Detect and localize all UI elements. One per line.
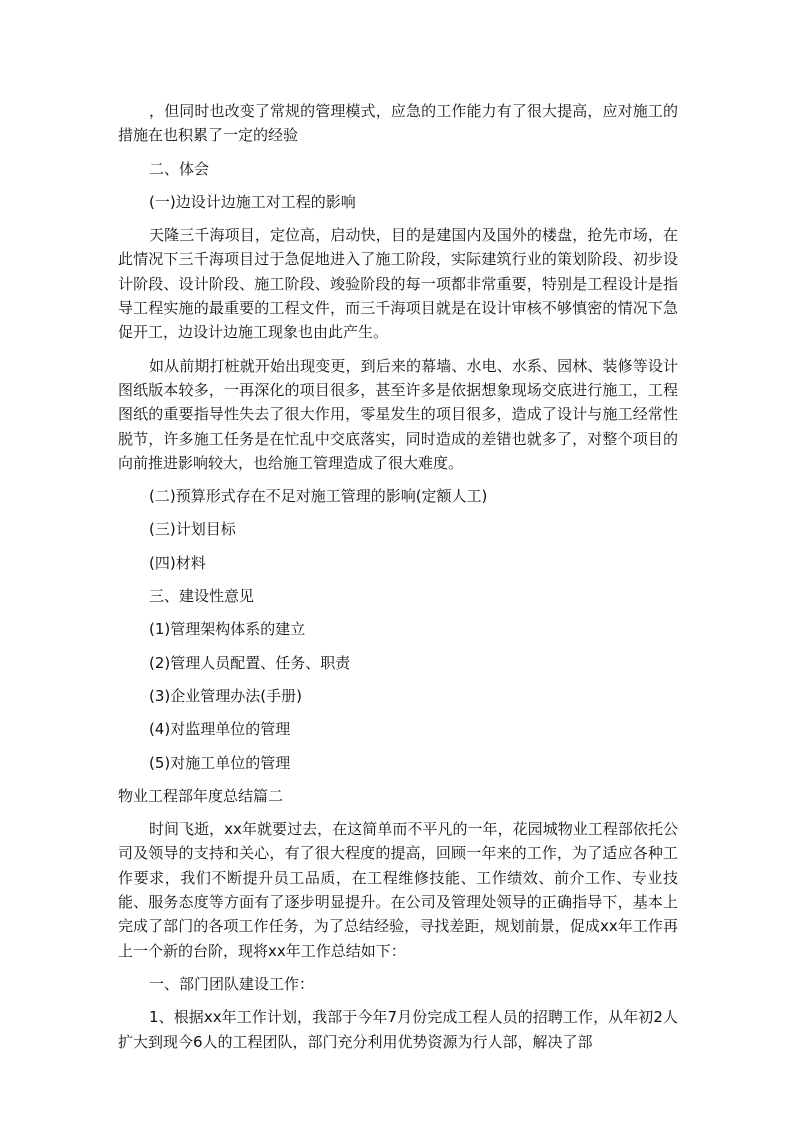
section-heading-two: 二、体会: [149, 159, 210, 178]
section-heading-three: 三、建设性意见: [149, 587, 255, 606]
paragraph-tianlong: 天隆三千海项目，定位高，启动快，目的是建国内及国外的楼盘，抢先市场，在此情况下三千海项目过于急促地进入了施工阶段，实际建筑行业的策划阶段、初步设计阶段、设计阶段、施工阶段、竣验阶段的每一项都非常重要，特别是工程设计是指导工程实施的最重要的工程文件，而三千海项目就是在设计审核不够慎密的情况下急促开工，边设计边施工现象也由此产生。: [118, 226, 678, 342]
subheading-two: (二)预算形式存在不足对施工管理的影响(定额人工): [149, 487, 488, 506]
list-item: (1)管理架构体系的建立: [149, 620, 306, 639]
list-item: (5)对施工单位的管理: [149, 753, 291, 772]
part-two-title: 物业工程部年度总结篇二: [118, 786, 284, 805]
subheading-three: (三)计划目标: [149, 520, 236, 539]
list-item: (3)企业管理办法(手册): [149, 686, 302, 705]
section-heading-team: 一、部门团队建设工作：: [149, 974, 315, 993]
paragraph-qianqi: 如从前期打桩就开始出现变更，到后来的幕墙、水电、水系、园林、装修等设计图纸版本较多，一再深化的项目很多，甚至许多是依据想象现场交底进行施工，工程图纸的重要指导性失去了很大作用，零星发生的项目很多，造成了设计与施工经常性脱节，许多施工任务是在忙乱中交底落实，同时造成的差错也就多了，对整个项目的向前推进影响较大，也给施工管理造成了很大难度。: [118, 356, 678, 472]
subheading-one: (一)边设计边施工对工程的影响: [149, 192, 356, 211]
paragraph-last: 1、根据xx年工作计划，我部于今年7月份完成工程人员的招聘工作，从年初2人扩大到现今6人的工程团队，部门充分利用优势资源为行人部，解决了部: [118, 1008, 678, 1051]
paragraph-intro: ，但同时也改变了常规的管理模式，应急的工作能力有了很大提高，应对施工的措施在也积累了一定的经验: [118, 102, 678, 145]
subheading-four: (四)材料: [149, 553, 206, 572]
paragraph-time: 时间飞逝，xx年就要过去，在这简单而不平凡的一年，花园城物业工程部依托公司及领导的支持和关心，有了很大程度的提高，回顾一年来的工作，为了适应各种工作要求，我们不断提升员工品质，在工程维修技能、工作绩效、前介工作、专业技能、服务态度等方面有了逐步明显提升。在公司及管理处领导的正确指导下，基本上完成了部门的各项工作任务，为了总结经验，寻找差距，规划前景，促成xx年工作再上一个新的台阶，现将xx年工作总结如下：: [118, 820, 678, 960]
list-item: (2)管理人员配置、任务、职责: [149, 653, 351, 672]
list-item: (4)对监理单位的管理: [149, 720, 291, 739]
